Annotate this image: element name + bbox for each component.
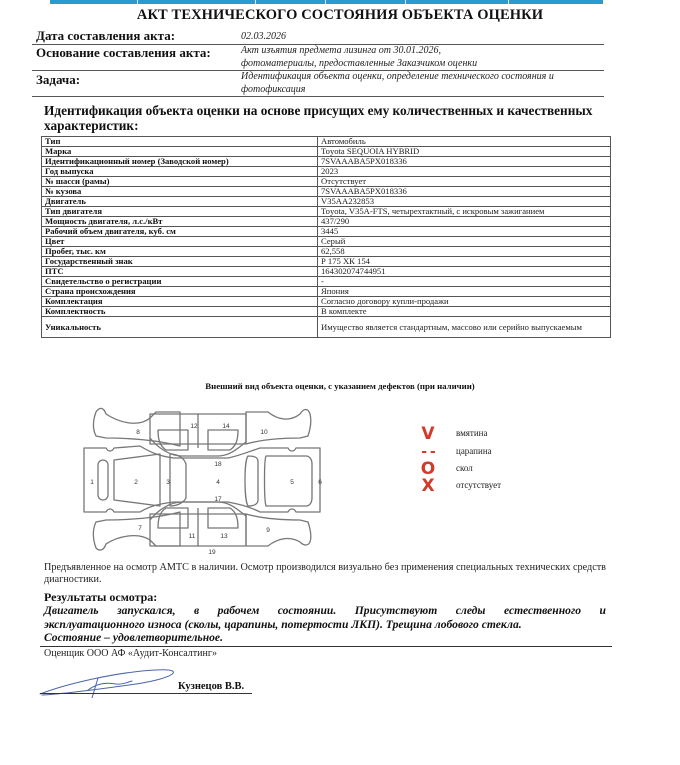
chip-icon: O <box>420 459 436 479</box>
basis-value <box>241 45 477 70</box>
task-value <box>241 71 554 96</box>
row-value: Автомобиль <box>318 137 611 147</box>
basis-value-line1: Акт изъятия предмета лизинга от 30.01.2026, <box>241 45 441 56</box>
dent-icon: V <box>421 424 435 444</box>
document-title: АКТ ТЕХНИЧЕСКОГО СОСТОЯНИЯ ОБЪЕКТА ОЦЕНКИ <box>136 7 544 23</box>
basis-label: Основание составления акта: <box>36 45 211 60</box>
bar-divider <box>508 0 509 4</box>
zone-label: 10 <box>260 429 268 436</box>
zone-outline <box>246 514 311 546</box>
table-row <box>42 287 611 297</box>
table-row <box>42 167 611 177</box>
row-key: Рабочий объем двигателя, куб. см <box>42 227 318 237</box>
row-value: Toyota SEQUOIA HYBRID <box>318 147 611 157</box>
missing-icon: X <box>421 476 435 496</box>
legend-label: отсутствует <box>456 480 502 490</box>
results-text <box>44 604 606 645</box>
legend-label: вмятина <box>456 428 488 438</box>
row-value: Согласно договору купли-продажи <box>318 297 611 307</box>
zone-label: 11 <box>188 533 196 540</box>
divider-line <box>40 646 612 647</box>
row-key: Комплектация <box>42 297 318 307</box>
zone-label: 1 <box>90 479 94 486</box>
zone-outline <box>246 410 311 445</box>
row-key: Тип <box>42 137 318 147</box>
row-value: 62,558 <box>318 247 611 257</box>
zone-outline <box>93 512 180 550</box>
table-row <box>42 217 611 227</box>
signer-name: Кузнецов В.В. <box>178 681 245 692</box>
appraiser-company: Оценщик ООО АФ «Аудит-Консалтинг» <box>44 648 217 659</box>
row-key: Идентификационный номер (Заводской номер) <box>42 157 318 167</box>
bar-divider <box>405 0 406 4</box>
bar-divider <box>325 0 326 4</box>
row-key: Государственный знак <box>42 257 318 267</box>
results-title: Результаты осмотра: <box>44 590 158 604</box>
row-value: Отсутствует <box>318 177 611 187</box>
zone-label: 7 <box>138 525 142 532</box>
row-key: Мощность двигателя, л.с./кВт <box>42 217 318 227</box>
scratch-icon: - - <box>421 444 435 460</box>
zone-label: 17 <box>214 496 222 503</box>
table-row <box>42 277 611 287</box>
row-key: Страна происхождения <box>42 287 318 297</box>
characteristics-table <box>41 136 611 338</box>
zone-outline <box>265 456 313 506</box>
task-value-line2: фотофиксация <box>241 83 306 95</box>
table-row <box>42 177 611 187</box>
row-key: Год выпуска <box>42 167 318 177</box>
row-key: Марка <box>42 147 318 157</box>
zone-label: 12 <box>190 423 198 430</box>
diagram-caption: Внешний вид объекта оценки, с указанием дефектов (при наличии) <box>205 381 475 391</box>
zone-outline <box>208 430 238 450</box>
zone-label: 2 <box>134 479 138 486</box>
row-value: В комплекте <box>318 307 611 317</box>
zone-label: 19 <box>208 549 216 555</box>
row-value: 437/290 <box>318 217 611 227</box>
zone-label: 8 <box>136 429 140 436</box>
zone-label: 5 <box>290 479 294 486</box>
table-row <box>42 297 611 307</box>
row-key: № кузова <box>42 187 318 197</box>
row-key: ПТС <box>42 267 318 277</box>
basis-value-line2: фотоматериалы, предоставленные Заказчиком оценки <box>241 57 478 69</box>
table-row <box>42 247 611 257</box>
zone-label: 6 <box>318 479 322 486</box>
table-row <box>42 157 611 167</box>
zone-label: 18 <box>214 461 222 468</box>
row-key: Двигатель <box>42 197 318 207</box>
table-row <box>42 307 611 317</box>
table-row <box>42 197 611 207</box>
table-row <box>42 137 611 147</box>
row-key: Уникальность <box>42 317 318 338</box>
table-row <box>42 147 611 157</box>
row-key: Свидетельство о регистрации <box>42 277 318 287</box>
identification-title: Идентификация объекта оценки на основе присущих ему количественных и качественных характеристик: <box>44 103 593 133</box>
row-value: 7SVAAABA5PX018336 <box>318 157 611 167</box>
inspection-note: Предъявленное на осмотр АМТС в наличии. Осмотр производился визуально без применения специальных технических средств диагностики. <box>44 562 606 585</box>
row-key: Цвет <box>42 237 318 247</box>
zone-outline <box>208 508 238 528</box>
row-value: 3445 <box>318 227 611 237</box>
results-line1: Двигатель запускался, в рабочем состоянии. Присутствуют следы естественного и <box>44 604 606 617</box>
row-value: Япония <box>318 287 611 297</box>
table-row <box>42 207 611 217</box>
bar-divider <box>137 0 138 4</box>
row-key: Тип двигателя <box>42 207 318 217</box>
row-value: 164302074744951 <box>318 267 611 277</box>
table-row <box>42 187 611 197</box>
legend-label: царапина <box>456 446 492 456</box>
zone-label: 9 <box>266 527 270 534</box>
car-body-diagram <box>78 400 340 555</box>
table-row <box>42 237 611 247</box>
divider-line <box>32 96 604 97</box>
zone-label: 3 <box>166 479 170 486</box>
table-row <box>42 317 611 338</box>
date-value: 02.03.2026 <box>241 31 286 42</box>
task-value-line1: Идентификация объекта оценки, определение технического состояния и <box>241 71 554 82</box>
date-label: Дата составления акта: <box>36 28 176 43</box>
row-value: Имущество является стандартным, массово или серийно выпускаемым <box>318 317 611 338</box>
row-key: Комплектность <box>42 307 318 317</box>
row-value: - <box>318 277 611 287</box>
zone-label: 4 <box>216 479 220 486</box>
top-header-bar <box>50 0 603 4</box>
zone-outline <box>98 460 108 500</box>
legend-label: скол <box>456 463 473 473</box>
results-line2: эксплуатационного износа (сколы, царапины, потертости ЛКП). Трещина лобового стекла. <box>44 617 522 631</box>
row-value: V35AA232853 <box>318 197 611 207</box>
zone-label: 13 <box>220 533 228 540</box>
zone-label: 14 <box>222 423 230 430</box>
bar-divider <box>255 0 256 4</box>
row-value: 7SVAAABA5PX018336 <box>318 187 611 197</box>
zone-outline <box>170 454 186 506</box>
row-value: Toyota, V35A-FTS, четырехтактный, с искровым зажиганием <box>318 207 611 217</box>
row-value: Р 175 ХК 154 <box>318 257 611 267</box>
row-value: Серый <box>318 237 611 247</box>
zone-outline <box>158 508 188 528</box>
zone-outline <box>158 430 188 450</box>
task-label: Задача: <box>36 72 81 87</box>
zone-outline <box>245 456 258 506</box>
results-line3: Состояние – удовлетворительное. <box>44 631 223 645</box>
table-row <box>42 267 611 277</box>
row-key: № шасси (рамы) <box>42 177 318 187</box>
row-key: Пробег, тыс. км <box>42 247 318 257</box>
table-row <box>42 257 611 267</box>
table-row <box>42 227 611 237</box>
signature-line <box>40 693 252 694</box>
row-value: 2023 <box>318 167 611 177</box>
